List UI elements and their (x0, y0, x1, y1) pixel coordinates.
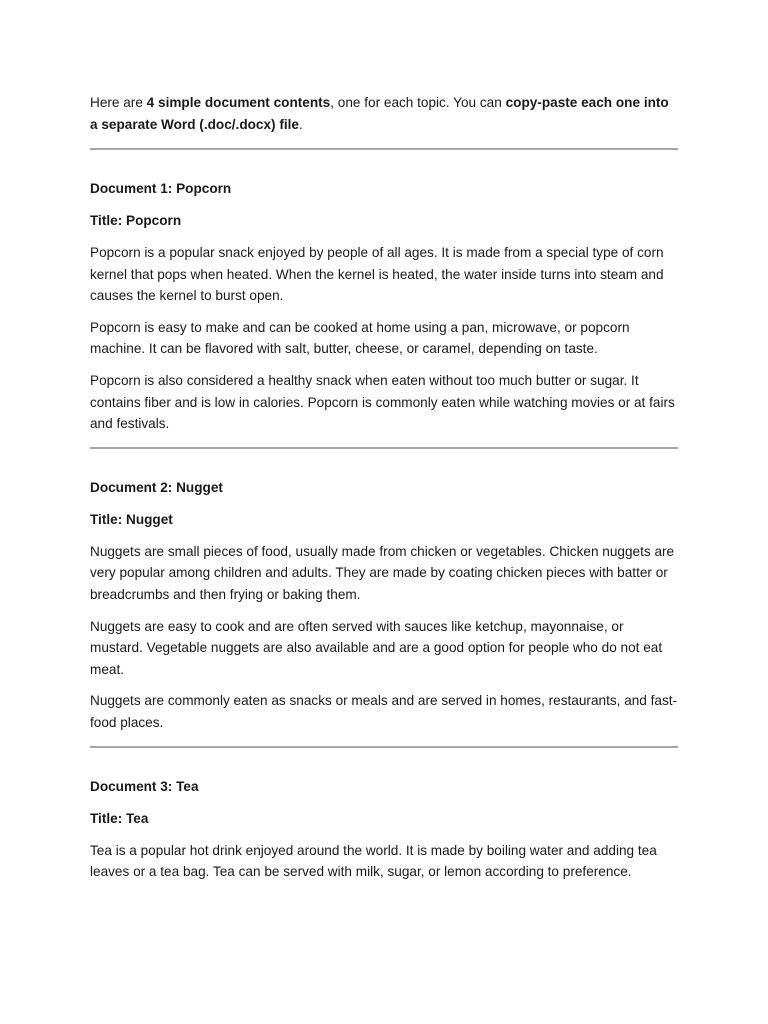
document-section-tea (90, 776, 678, 883)
intro-text-2: , one for each topic. You can (330, 95, 506, 110)
document-section-nugget (90, 477, 678, 734)
intro-bold-1: 4 simple document contents (146, 95, 331, 110)
body-paragraph: Tea is a popular hot drink enjoyed around the world. It is made by boiling water and adding tea leaves or a tea bag. Tea can be served with milk, sugar, or lemon according to preference. (90, 842, 657, 880)
document-title: Title: Nugget (90, 511, 173, 527)
document-section-popcorn (90, 178, 678, 435)
body-paragraph: Nuggets are small pieces of food, usually made from chicken or vegetables. Chicken nuggets are very popular among children and adults. They are made by coating chicken pieces with batter or breadcrumbs and then frying or baking them. (90, 543, 675, 602)
body-paragraph: Popcorn is easy to make and can be cooked at home using a pan, microwave, or popcorn machine. It can be flavored with salt, butter, cheese, or caramel, depending on taste. (90, 319, 630, 357)
body-paragraph: Popcorn is also considered a healthy snack when eaten without too much butter or sugar. It contains fiber and is low in calories. Popcorn is commonly eaten while watching movies or at fairs and festivals. (90, 372, 675, 432)
body-paragraph: Nuggets are easy to cook and are often served with sauces like ketchup, mayonnaise, or mustard. Vegetable nuggets are also available and are a good option for people who do not eat meat. (90, 618, 663, 677)
intro-text-1: Here are (90, 95, 147, 110)
divider (90, 447, 678, 449)
intro-paragraph (90, 92, 678, 136)
body-paragraph: Nuggets are commonly eaten as snacks or meals and are served in homes, restaurants, and fast-food places. (90, 693, 678, 730)
document-title: Title: Popcorn (90, 213, 182, 228)
intro-bold-2: copy-paste each one into a separate Word (.doc/.docx) file (90, 95, 669, 132)
divider (90, 746, 678, 748)
document-heading: Document 2: Nugget (90, 479, 223, 495)
body-paragraph: Popcorn is a popular snack enjoyed by people of all ages. It is made from a special type of corn kernel that pops when heated. When the kernel is heated, the water inside turns into steam and causes the kernel to burst open. (90, 245, 664, 304)
intro-text-3: . (299, 117, 303, 132)
document-heading: Document 1: Popcorn (90, 181, 232, 196)
document-heading: Document 3: Tea (90, 778, 199, 794)
divider (90, 148, 678, 150)
document-title: Title: Tea (90, 810, 149, 826)
